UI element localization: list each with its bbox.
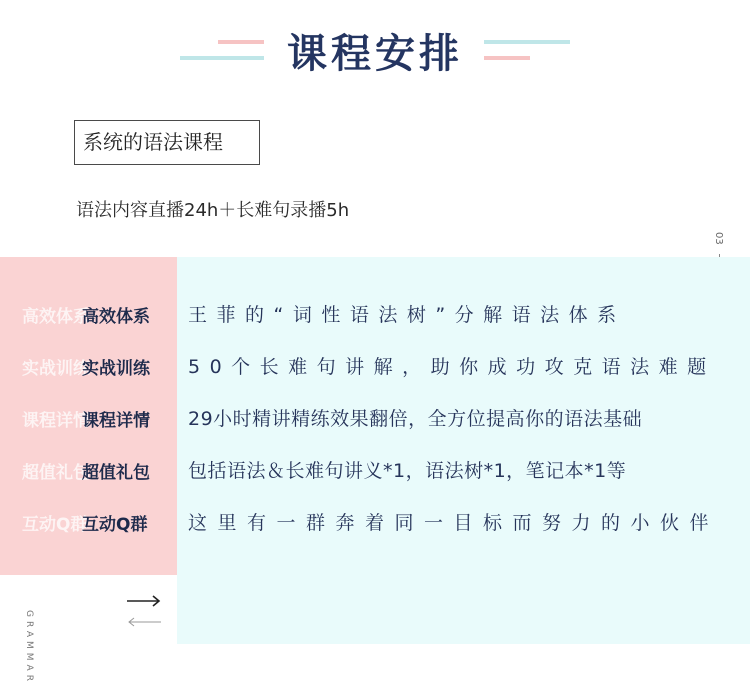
row-label-gift: 超值礼包 — [82, 463, 150, 483]
row-label-efficiency: 高效体系 — [82, 307, 150, 327]
row-desc-practice: 50个长难句讲解，助你成功攻克语法难题 — [188, 356, 716, 378]
row-desc-group: 这里有一群奔着同一目标而努力的小伙伴 — [188, 512, 720, 534]
row-label-practice: 实战训练 — [82, 359, 150, 379]
row-desc-details: 29小时精讲精练效果翻倍，全方位提高你的语法基础 — [188, 408, 643, 430]
ghost-label: 实战训练 — [22, 359, 90, 379]
title-deco-line — [484, 56, 530, 60]
ghost-label: 互动Q群 — [22, 515, 88, 535]
arrow-right-icon[interactable] — [126, 594, 162, 608]
title-deco-line — [484, 40, 570, 44]
ghost-label: 高效体系 — [22, 307, 90, 327]
ghost-label: 超值礼包 — [22, 463, 90, 483]
section-title: 系统的语法课程 — [74, 120, 260, 165]
page-number: 03 — [713, 232, 724, 245]
page-title: 课程安排 — [287, 31, 463, 77]
ghost-label: 课程详情 — [22, 411, 90, 431]
section-subtitle: 语法内容直播24h＋长难句录播5h — [76, 200, 350, 221]
arrow-left-icon[interactable] — [126, 616, 162, 628]
row-label-group: 互动Q群 — [82, 515, 148, 535]
row-desc-efficiency: 王菲的“词性语法树”分解语法体系 — [188, 304, 626, 326]
side-vertical-text: GRAMMAR — [24, 610, 34, 685]
row-desc-gift: 包括语法＆长难句讲义*1，语法树*1，笔记本*1等 — [188, 460, 627, 482]
row-label-details: 课程详情 — [82, 411, 150, 431]
